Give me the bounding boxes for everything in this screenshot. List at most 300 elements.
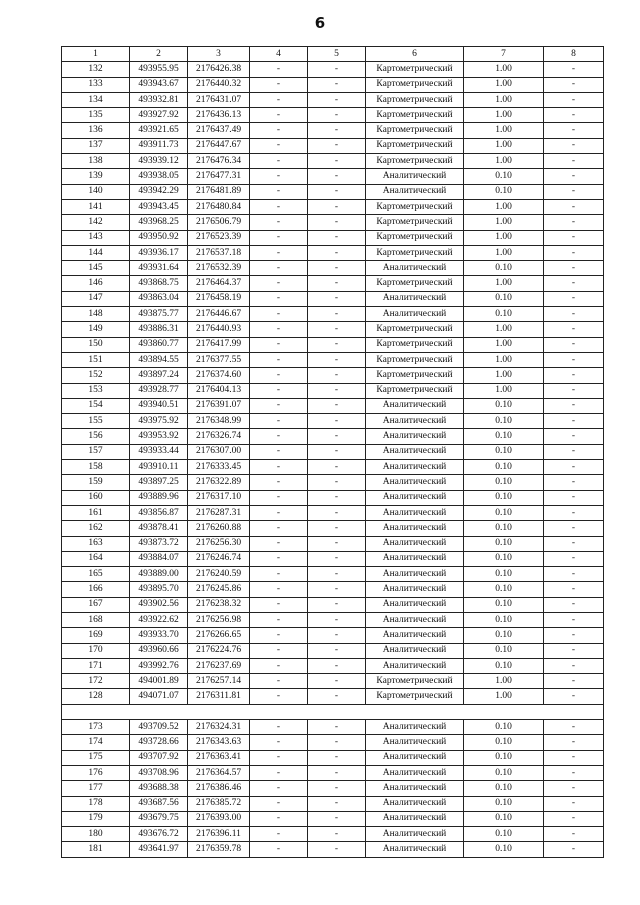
table-row (62, 62, 604, 77)
table-cell: - (544, 383, 604, 398)
table-cell: - (250, 291, 308, 306)
table-cell: - (250, 307, 308, 322)
table-cell: - (308, 414, 366, 429)
table-cell: 178 (62, 796, 130, 811)
column-header: 6 (366, 47, 464, 62)
table-cell: 493975.92 (130, 414, 188, 429)
table-row (62, 612, 604, 627)
table-cell: 152 (62, 368, 130, 383)
table-cell: 0.10 (464, 612, 544, 627)
table-cell: 493968.25 (130, 215, 188, 230)
table-cell: 161 (62, 505, 130, 520)
table-cell: - (308, 796, 366, 811)
table-cell: 2176322.89 (188, 475, 250, 490)
table-cell: - (250, 735, 308, 750)
table-cell: 141 (62, 199, 130, 214)
table-cell: - (544, 138, 604, 153)
table-cell: - (544, 154, 604, 169)
table-cell: - (544, 720, 604, 735)
table-cell: - (308, 521, 366, 536)
table-cell: 493884.07 (130, 551, 188, 566)
table-cell: Аналитический (366, 551, 464, 566)
table-cell: - (250, 612, 308, 627)
table-cell: - (544, 475, 604, 490)
table-row (62, 108, 604, 123)
table-cell: 2176377.55 (188, 352, 250, 367)
table-header (62, 47, 604, 62)
table-cell: Картометрический (366, 337, 464, 352)
table-cell: - (308, 368, 366, 383)
table-cell: - (250, 245, 308, 260)
table-cell: 1.00 (464, 674, 544, 689)
table-cell: 1.00 (464, 352, 544, 367)
table-cell: 0.10 (464, 444, 544, 459)
table-cell: 2176393.00 (188, 811, 250, 826)
table-cell: 2176333.45 (188, 460, 250, 475)
table-cell: 493679.75 (130, 811, 188, 826)
table-cell: - (308, 383, 366, 398)
table-cell: 1.00 (464, 322, 544, 337)
table-cell: Картометрический (366, 689, 464, 704)
table-cell: 2176446.67 (188, 307, 250, 322)
column-header: 8 (544, 47, 604, 62)
table-cell: 2176348.99 (188, 414, 250, 429)
table-cell: 493878.41 (130, 521, 188, 536)
table-row (62, 261, 604, 276)
table-cell: 164 (62, 551, 130, 566)
table-cell: - (308, 322, 366, 337)
column-header: 7 (464, 47, 544, 62)
table-cell: Картометрический (366, 123, 464, 138)
table-cell: - (308, 108, 366, 123)
table-cell: - (544, 92, 604, 107)
table-cell: - (544, 842, 604, 857)
table-cell: 154 (62, 398, 130, 413)
table-cell: - (544, 582, 604, 597)
table-row (62, 77, 604, 92)
table-row (62, 460, 604, 475)
table-cell: - (544, 827, 604, 842)
table-cell: 493709.52 (130, 720, 188, 735)
table-cell: 2176404.13 (188, 383, 250, 398)
table-cell: 1.00 (464, 215, 544, 230)
table-cell: - (308, 490, 366, 505)
table-cell: 493940.51 (130, 398, 188, 413)
table-row (62, 827, 604, 842)
table-cell: 0.10 (464, 398, 544, 413)
table-cell: Картометрический (366, 92, 464, 107)
table-cell: 0.10 (464, 658, 544, 673)
table-cell: - (308, 77, 366, 92)
table-cell: 494001.89 (130, 674, 188, 689)
table-cell: 493860.77 (130, 337, 188, 352)
table-cell: - (544, 521, 604, 536)
table-cell: - (308, 245, 366, 260)
table-cell: 1.00 (464, 92, 544, 107)
table-cell: 493895.70 (130, 582, 188, 597)
table-cell: 493932.81 (130, 92, 188, 107)
table-cell: 168 (62, 612, 130, 627)
table-row (62, 811, 604, 826)
table-cell: Аналитический (366, 307, 464, 322)
table-cell: - (308, 444, 366, 459)
table-cell: - (544, 551, 604, 566)
table-cell: - (544, 490, 604, 505)
table-cell: Картометрический (366, 383, 464, 398)
table-cell: - (544, 414, 604, 429)
table-cell: - (544, 796, 604, 811)
table-cell: - (308, 154, 366, 169)
table-cell: 163 (62, 536, 130, 551)
table-cell: 177 (62, 781, 130, 796)
table-cell: - (544, 628, 604, 643)
table-cell: - (544, 811, 604, 826)
table-cell: Картометрический (366, 230, 464, 245)
page-number: 6 (314, 14, 326, 32)
table-cell: 136 (62, 123, 130, 138)
table-cell: 0.10 (464, 307, 544, 322)
table-cell: - (250, 184, 308, 199)
table-cell: Аналитический (366, 811, 464, 826)
table-row (62, 720, 604, 735)
table-row (62, 444, 604, 459)
table-row (62, 337, 604, 352)
table-cell: 138 (62, 154, 130, 169)
table-cell: - (308, 169, 366, 184)
table-cell: - (250, 215, 308, 230)
table-cell: - (544, 337, 604, 352)
table-cell: - (308, 551, 366, 566)
table-cell: - (250, 521, 308, 536)
table-cell: 493992.76 (130, 658, 188, 673)
table-cell: 493897.24 (130, 368, 188, 383)
table-row (62, 276, 604, 291)
table-cell: 493894.55 (130, 352, 188, 367)
table-cell: 148 (62, 307, 130, 322)
column-header: 3 (188, 47, 250, 62)
table-cell: Аналитический (366, 796, 464, 811)
table-cell: - (544, 505, 604, 520)
table-cell: 0.10 (464, 475, 544, 490)
table-cell: - (250, 689, 308, 704)
table-cell: - (544, 184, 604, 199)
table-cell: - (544, 597, 604, 612)
table-cell: 0.10 (464, 536, 544, 551)
table-cell: - (544, 261, 604, 276)
table-cell: - (250, 811, 308, 826)
table-cell: 493910.11 (130, 460, 188, 475)
table-cell: 493955.95 (130, 62, 188, 77)
table-cell: 493688.38 (130, 781, 188, 796)
table-cell: - (250, 475, 308, 490)
table-body (62, 62, 604, 857)
table-cell: - (308, 582, 366, 597)
table-cell: - (544, 368, 604, 383)
table-cell: - (250, 444, 308, 459)
table-row (62, 154, 604, 169)
table-cell: - (308, 765, 366, 780)
table-cell: 2176458.19 (188, 291, 250, 306)
table-cell: 0.10 (464, 720, 544, 735)
table-cell: - (250, 750, 308, 765)
table-cell: 143 (62, 230, 130, 245)
table-cell: 149 (62, 322, 130, 337)
table-cell: - (250, 398, 308, 413)
table-cell: Аналитический (366, 169, 464, 184)
header-row (62, 47, 604, 62)
table-cell: - (308, 658, 366, 673)
table-cell: - (308, 735, 366, 750)
separator-cell (62, 704, 604, 719)
table-cell: - (308, 827, 366, 842)
table-cell: 493928.77 (130, 383, 188, 398)
table-cell: - (308, 781, 366, 796)
table-cell: - (308, 184, 366, 199)
table-cell: - (308, 261, 366, 276)
table-cell: 142 (62, 215, 130, 230)
table-cell: 176 (62, 765, 130, 780)
table-cell: 493943.67 (130, 77, 188, 92)
table-cell: 156 (62, 429, 130, 444)
table-cell: 159 (62, 475, 130, 490)
table-cell: 493902.56 (130, 597, 188, 612)
table-cell: 1.00 (464, 230, 544, 245)
table-row (62, 521, 604, 536)
table-cell: 1.00 (464, 337, 544, 352)
table-cell: 493933.70 (130, 628, 188, 643)
table-row (62, 123, 604, 138)
table-cell: Аналитический (366, 429, 464, 444)
table-cell: 153 (62, 383, 130, 398)
group-separator-row (62, 704, 604, 719)
table-cell: Картометрический (366, 77, 464, 92)
table-cell: 1.00 (464, 276, 544, 291)
table-row (62, 429, 604, 444)
table-cell: - (544, 781, 604, 796)
table-cell: - (250, 643, 308, 658)
table-cell: Аналитический (366, 842, 464, 857)
table-cell: - (544, 398, 604, 413)
table-cell: 493641.97 (130, 842, 188, 857)
table-row (62, 307, 604, 322)
table-cell: 0.10 (464, 429, 544, 444)
table-row (62, 505, 604, 520)
table-cell: 493927.92 (130, 108, 188, 123)
table-cell: 2176240.59 (188, 567, 250, 582)
table-cell: 1.00 (464, 77, 544, 92)
table-cell: 0.10 (464, 765, 544, 780)
table-row (62, 842, 604, 857)
table-cell: 2176374.60 (188, 368, 250, 383)
table-cell: - (544, 567, 604, 582)
table-cell: - (308, 337, 366, 352)
table-cell: - (250, 77, 308, 92)
table-cell: - (250, 199, 308, 214)
table-cell: 493911.73 (130, 138, 188, 153)
table-cell: 493960.66 (130, 643, 188, 658)
table-cell: - (544, 765, 604, 780)
table-cell: Аналитический (366, 658, 464, 673)
table-cell: 1.00 (464, 245, 544, 260)
table-cell: - (250, 123, 308, 138)
table-cell: Картометрический (366, 352, 464, 367)
table-cell: 170 (62, 643, 130, 658)
table-cell: - (250, 429, 308, 444)
table-row (62, 368, 604, 383)
table-cell: 137 (62, 138, 130, 153)
table-cell: - (308, 475, 366, 490)
table-cell: - (544, 230, 604, 245)
table-cell: - (544, 735, 604, 750)
table-cell: - (544, 643, 604, 658)
table-cell: 493856.87 (130, 505, 188, 520)
table-cell: 1.00 (464, 108, 544, 123)
table-cell: - (544, 444, 604, 459)
table-cell: 173 (62, 720, 130, 735)
table-cell: 0.10 (464, 261, 544, 276)
table-cell: 493873.72 (130, 536, 188, 551)
table-cell: - (250, 765, 308, 780)
table-cell: 2176417.99 (188, 337, 250, 352)
table-cell: - (544, 291, 604, 306)
table-cell: 2176447.67 (188, 138, 250, 153)
table-cell: 158 (62, 460, 130, 475)
table-cell: Аналитический (366, 490, 464, 505)
table-cell: Картометрический (366, 276, 464, 291)
table-cell: 0.10 (464, 781, 544, 796)
table-cell: 0.10 (464, 811, 544, 826)
table-cell: - (308, 536, 366, 551)
table-cell: 144 (62, 245, 130, 260)
table-cell: - (308, 398, 366, 413)
table-row (62, 643, 604, 658)
table-row (62, 796, 604, 811)
coordinates-table (61, 46, 604, 858)
table-row (62, 199, 604, 214)
table-cell: - (308, 307, 366, 322)
table-cell: 0.10 (464, 735, 544, 750)
table-cell: 0.10 (464, 490, 544, 505)
table-cell: 2176317.10 (188, 490, 250, 505)
table-cell: 2176436.13 (188, 108, 250, 123)
table-cell: - (308, 674, 366, 689)
table-cell: Аналитический (366, 765, 464, 780)
table-cell: - (308, 123, 366, 138)
table-cell: 146 (62, 276, 130, 291)
table-cell: 134 (62, 92, 130, 107)
table-row (62, 245, 604, 260)
table-cell: Аналитический (366, 597, 464, 612)
table-row (62, 291, 604, 306)
table-cell: Аналитический (366, 781, 464, 796)
table-row (62, 398, 604, 413)
table-cell: - (308, 811, 366, 826)
table-cell: 135 (62, 108, 130, 123)
table-cell: - (250, 674, 308, 689)
table-row (62, 597, 604, 612)
table-cell: 2176386.46 (188, 781, 250, 796)
table-cell: Аналитический (366, 628, 464, 643)
table-cell: 2176532.39 (188, 261, 250, 276)
table-cell: - (308, 199, 366, 214)
table-cell: - (250, 62, 308, 77)
table-cell: - (250, 352, 308, 367)
table-row (62, 551, 604, 566)
table-cell: 493707.92 (130, 750, 188, 765)
table-cell: - (250, 827, 308, 842)
table-cell: Картометрический (366, 322, 464, 337)
table-row (62, 383, 604, 398)
table-cell: - (308, 842, 366, 857)
table-cell: - (308, 567, 366, 582)
table-cell: - (544, 245, 604, 260)
table-cell: Аналитический (366, 291, 464, 306)
table-cell: - (250, 567, 308, 582)
table-cell: Картометрический (366, 674, 464, 689)
table-cell: - (308, 352, 366, 367)
table-cell: 180 (62, 827, 130, 842)
table-cell: - (250, 460, 308, 475)
table-cell: 493897.25 (130, 475, 188, 490)
table-row (62, 490, 604, 505)
table-cell: 1.00 (464, 138, 544, 153)
table-cell: Аналитический (366, 582, 464, 597)
table-cell: 0.10 (464, 460, 544, 475)
table-cell: - (250, 597, 308, 612)
table-cell: 162 (62, 521, 130, 536)
table-cell: 493708.96 (130, 765, 188, 780)
table-cell: - (544, 689, 604, 704)
table-cell: 0.10 (464, 628, 544, 643)
table-row (62, 689, 604, 704)
table-row (62, 582, 604, 597)
table-row (62, 169, 604, 184)
table-cell: 1.00 (464, 689, 544, 704)
table-cell: - (544, 108, 604, 123)
table-cell: 2176426.38 (188, 62, 250, 77)
table-cell: Картометрический (366, 154, 464, 169)
table-cell: - (250, 138, 308, 153)
table-cell: 0.10 (464, 842, 544, 857)
table-row (62, 536, 604, 551)
table-cell: Аналитический (366, 414, 464, 429)
table-cell: - (544, 460, 604, 475)
table-cell: Аналитический (366, 460, 464, 475)
table-cell: 169 (62, 628, 130, 643)
table-cell: 493676.72 (130, 827, 188, 842)
table-cell: - (250, 230, 308, 245)
table-cell: 493889.96 (130, 490, 188, 505)
table-cell: - (544, 429, 604, 444)
table-cell: Картометрический (366, 199, 464, 214)
table-cell: - (308, 720, 366, 735)
table-cell: - (250, 628, 308, 643)
table-row (62, 475, 604, 490)
table-cell: - (308, 597, 366, 612)
table-cell: - (250, 169, 308, 184)
table-cell: 145 (62, 261, 130, 276)
table-cell: 2176476.34 (188, 154, 250, 169)
table-cell: - (308, 92, 366, 107)
table-cell: 493938.05 (130, 169, 188, 184)
table-cell: - (308, 612, 366, 627)
table-row (62, 92, 604, 107)
table-cell: 167 (62, 597, 130, 612)
table-cell: 2176307.00 (188, 444, 250, 459)
table-cell: 157 (62, 444, 130, 459)
table-cell: - (308, 628, 366, 643)
table-row (62, 765, 604, 780)
